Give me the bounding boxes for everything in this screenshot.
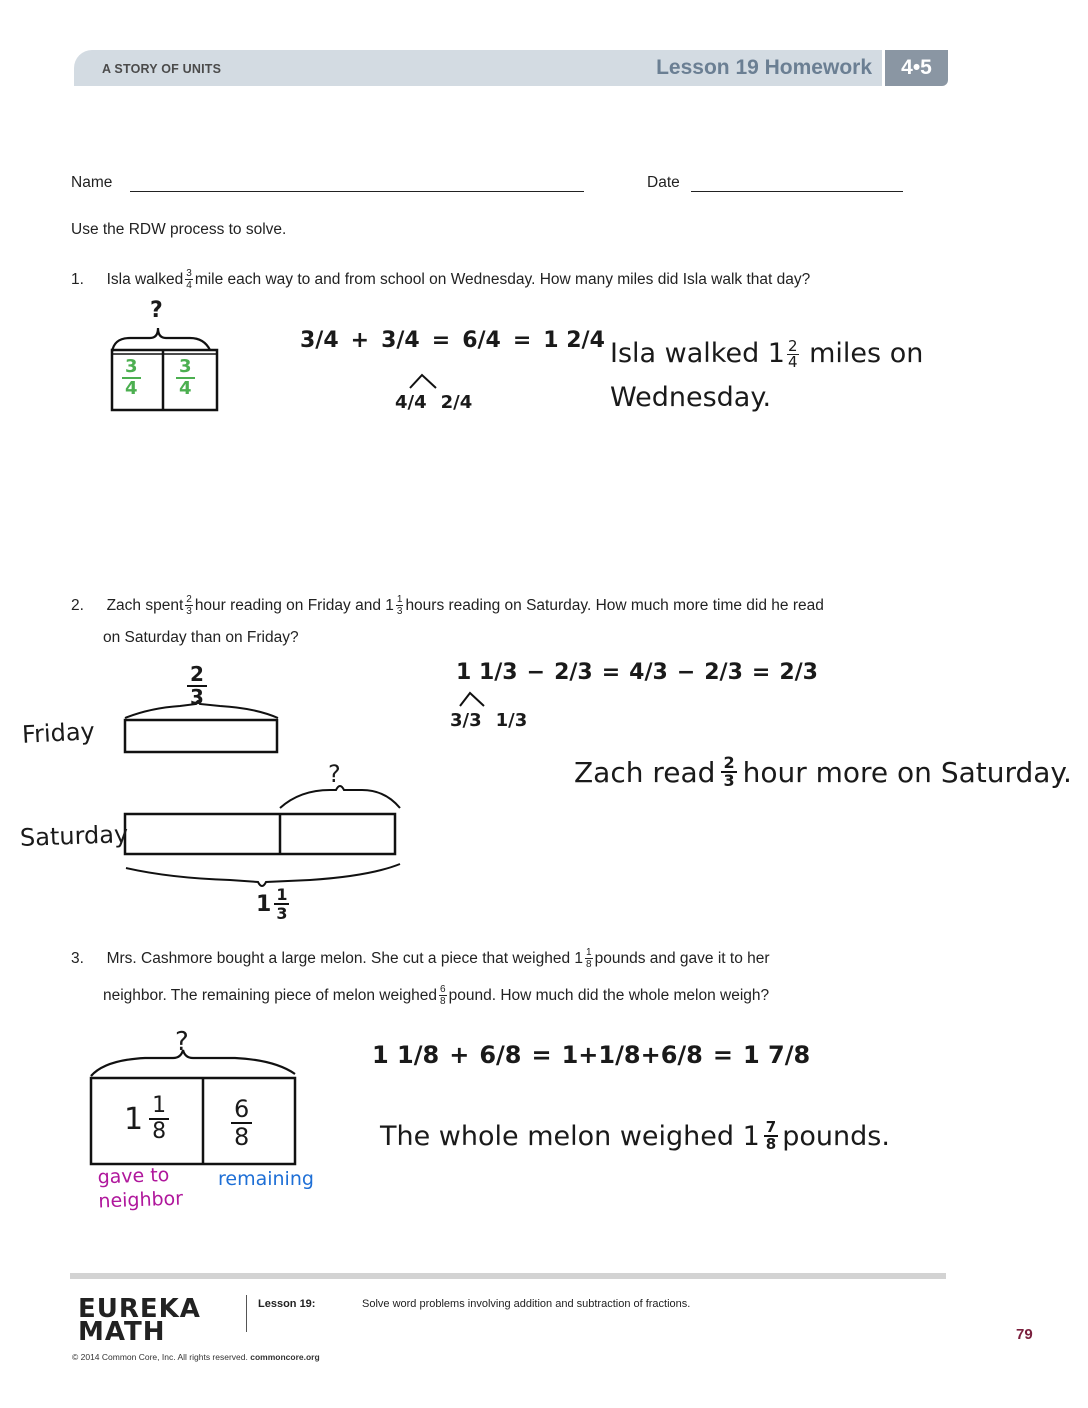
fraction: $\frac{2}{3}$ <box>186 594 192 618</box>
series-title: A STORY OF UNITS <box>102 62 222 76</box>
fraction: $\frac{6}{8}$ <box>440 984 446 1008</box>
brace-question: ? <box>150 298 163 323</box>
problem-3-text-cont: neighbor. The remaining piece of melon weighed $\frac{6}{8}$ pound. How much did the whole melon weigh? <box>103 984 770 1008</box>
instructions: Use the RDW process to solve. <box>71 221 287 238</box>
problem-number: 3. <box>71 950 84 967</box>
date-field[interactable] <box>691 191 903 192</box>
footer-rule <box>70 1273 946 1279</box>
date-label: Date <box>647 174 680 191</box>
problem-1-decompose: 4/4 2/4 <box>395 392 473 413</box>
decompose-lines <box>400 370 450 390</box>
eureka-math-logo: EUREKA MATH <box>78 1294 201 1347</box>
problem-3-text: 3. Mrs. Cashmore bought a large melon. She cut a piece that weighed 1 $\frac{1}{8}$ pounds and gave it to her <box>71 947 770 971</box>
fraction: $\frac{1}{8}$ <box>586 947 592 971</box>
label-remaining: remaining <box>218 1168 314 1190</box>
decompose-lines-2 <box>452 688 502 708</box>
copyright: © 2014 Common Core, Inc. All rights reserved. commoncore.org <box>72 1352 320 1362</box>
fraction: $\frac{3}{4}$ <box>186 268 192 292</box>
problem-1-text: 1. Isla walked $\frac{3}{4}$ mile each way to and from school on Wednesday. How many miles did Isla walk that day? <box>71 268 811 292</box>
problem-number: 2. <box>71 597 84 614</box>
footer-lesson-desc: Solve word problems involving addition and subtraction of fractions. <box>362 1298 691 1310</box>
grade-module-badge: 4•5 <box>885 50 948 86</box>
problem-3-answer: The whole melon weighed 1 7 8 pounds. <box>380 1118 890 1153</box>
problem-3-tape-diagram <box>85 1030 315 1170</box>
problem-1-tape-diagram <box>100 300 240 420</box>
problem-2-decompose: 3/3 1/3 <box>450 710 528 731</box>
page-number: 79 <box>1016 1326 1033 1343</box>
name-field[interactable] <box>130 191 584 192</box>
saturday-question: ? <box>328 760 341 788</box>
footer-lesson-label: Lesson 19: <box>258 1298 316 1310</box>
friday-value: 2 3 <box>187 664 207 708</box>
tape-cell-remaining: 6 8 <box>231 1096 252 1150</box>
name-label: Name <box>71 174 113 191</box>
problem-2-tape-diagram <box>110 690 410 890</box>
saturday-total: 1 1 3 <box>256 885 288 923</box>
problem-1-answer: Isla walked 1 $\frac{2}{4}$ miles on Wednesday. <box>610 337 924 413</box>
tape-cell-2: 3 4 <box>176 357 195 399</box>
saturday-label: Saturday <box>19 820 129 852</box>
friday-label: Friday <box>21 717 96 749</box>
problem-2-equation: 1 1/3 − 2/3 = 4/3 − 2/3 = 2/3 <box>456 660 818 685</box>
problem-1-equation: 3/4 + 3/4 = 6/4 = 1 2/4 <box>300 328 605 353</box>
footer-divider <box>246 1295 247 1332</box>
problem-2-answer: Zach read 2 3 hour more on Saturday. <box>574 753 1072 790</box>
tape-cell-gave: 1 1 8 <box>124 1094 169 1144</box>
problem-number: 1. <box>71 271 84 288</box>
problem-3-equation: 1 1/8 + 6/8 = 1+1/8+6/8 = 1 7/8 <box>372 1041 811 1069</box>
problem-2-text: 2. Zach spent $\frac{2}{3}$ hour reading on Friday and 1 $\frac{1}{3}$ hours reading on Saturday. How much more time did he read <box>71 594 824 618</box>
lesson-title: Lesson 19 Homework <box>656 56 872 79</box>
problem-2-text-cont: on Saturday than on Friday? <box>103 629 299 646</box>
brace-question-3: ? <box>175 1027 189 1057</box>
fraction: $\frac{1}{3}$ <box>396 594 403 618</box>
label-gave-to-neighbor: gave to neighbor <box>97 1163 184 1213</box>
tape-cell-1: 3 4 <box>122 357 141 399</box>
